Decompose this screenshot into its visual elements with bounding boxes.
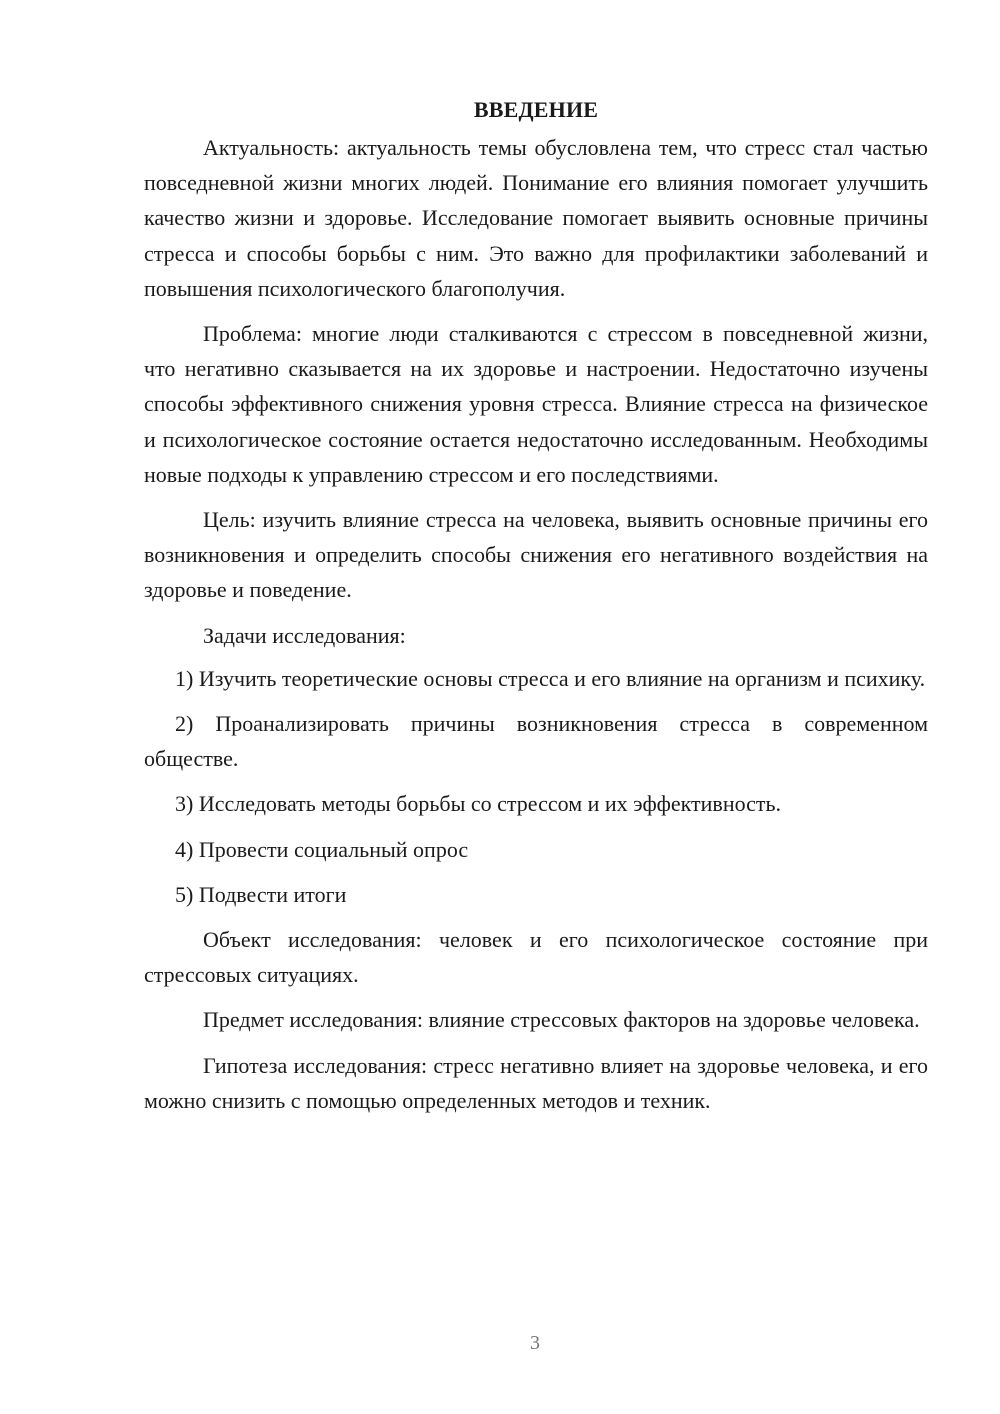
relevance-paragraph: Актуальность: актуальность темы обусловлена тем, что стресс стал частью повседневной жизни многих людей. Понимание его влияния помогает улучшить качество жизни и здоровье. Исследование помогает выявить основные причины стресса и способы борьбы с ним. Это важно для профилактики заболеваний и повышения психологического благополучия. (144, 135, 928, 301)
document-page (144, 92, 928, 1128)
problem-paragraph: Проблема: многие люди сталкиваются с стрессом в повседневной жизни, что негативно сказывается на их здоровье и настроении. Недостаточно изучены способы эффективного снижения уровня стресса. Влияние стресса на физическое и психологическое состояние остается недостаточно исследованным. Необходимы новые подходы к управлению стрессом и его последствиями. (144, 321, 928, 487)
hypothesis-paragraph: Гипотеза исследования: стресс негативно влияет на здоровье человека, и его можно снизить с помощью определенных методов и техник. (144, 1052, 928, 1113)
tasks-list (144, 661, 928, 912)
page-number: 3 (530, 1332, 540, 1354)
list-item: 3) Исследовать методы борьбы со стрессом и их эффективность. (175, 791, 782, 817)
page-title: ВВЕДЕНИЕ (473, 97, 599, 122)
object-paragraph: Объект исследования: человек и его психологическое состояние при стрессовых ситуациях. (144, 927, 928, 988)
list-item: 5) Подвести итоги (175, 881, 347, 907)
subject-paragraph: Предмет исследования: влияние стрессовых факторов на здоровье человека. (203, 1007, 920, 1033)
tasks-heading: Задачи исследования: (203, 622, 406, 648)
list-item: 2) Проанализировать причины возникновения стресса в современном обществе. (144, 711, 928, 772)
list-item: 1) Изучить теоретические основы стресса и его влияние на организм и психику. (175, 665, 926, 691)
list-item: 4) Провести социальный опрос (175, 836, 469, 862)
goal-paragraph: Цель: изучить влияние стресса на человека, выявить основные причины его возникновения и определить способы снижения его негативного воздействия на здоровье и поведение. (144, 507, 928, 603)
